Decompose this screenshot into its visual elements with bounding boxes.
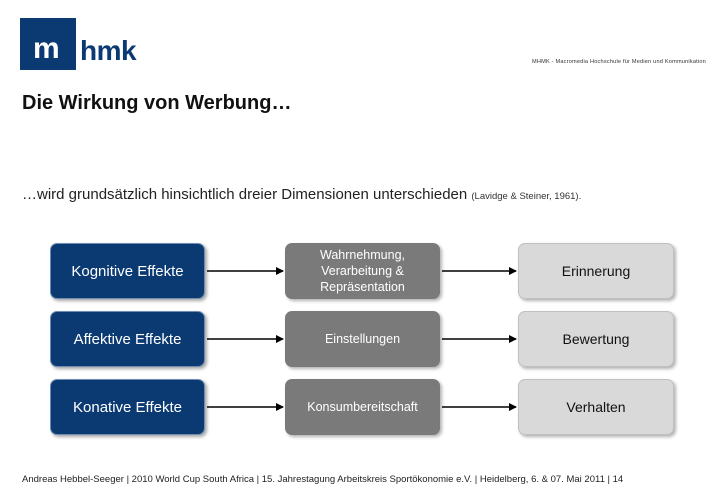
box-verhalten: Verhalten (518, 379, 674, 435)
intro-text: …wird grundsätzlich hinsichtlich dreier Dimensionen unterschieden (22, 186, 468, 203)
slide-footer: Andreas Hebbel-Seeger | 2010 World Cup South Africa | 15. Jahrestagung Arbeitskreis Sportökonomie e.V. | Heidelberg, 6. & 07. Mai 2011 | 14 (22, 474, 624, 485)
logo-m: m (33, 32, 59, 65)
mid-line: Repräsentation (320, 280, 405, 294)
slide-title: Die Wirkung von Werbung… (22, 92, 292, 114)
box-erinnerung: Erinnerung (518, 243, 674, 299)
box-konative-effekte: Konative Effekte (50, 379, 205, 435)
box-kognitive-effekte: Kognitive Effekte (50, 243, 205, 299)
box-konsumbereitschaft: Konsumbereitschaft (285, 379, 440, 435)
box-affektive-effekte: Affektive Effekte (50, 311, 205, 367)
box-einstellungen: Einstellungen (285, 311, 440, 367)
header-tagline: MHMK - Macromedia Hochschule für Medien und Kommunikation (532, 59, 706, 65)
box-wahrnehmung (285, 243, 440, 299)
box-bewertung: Bewertung (518, 311, 674, 367)
mid-line: Verarbeitung & (321, 264, 404, 278)
citation: (Lavidge & Steiner, 1961). (471, 191, 582, 202)
logo-hmk: hmk (80, 35, 137, 66)
mid-line: Wahrnehmung, (320, 248, 405, 262)
